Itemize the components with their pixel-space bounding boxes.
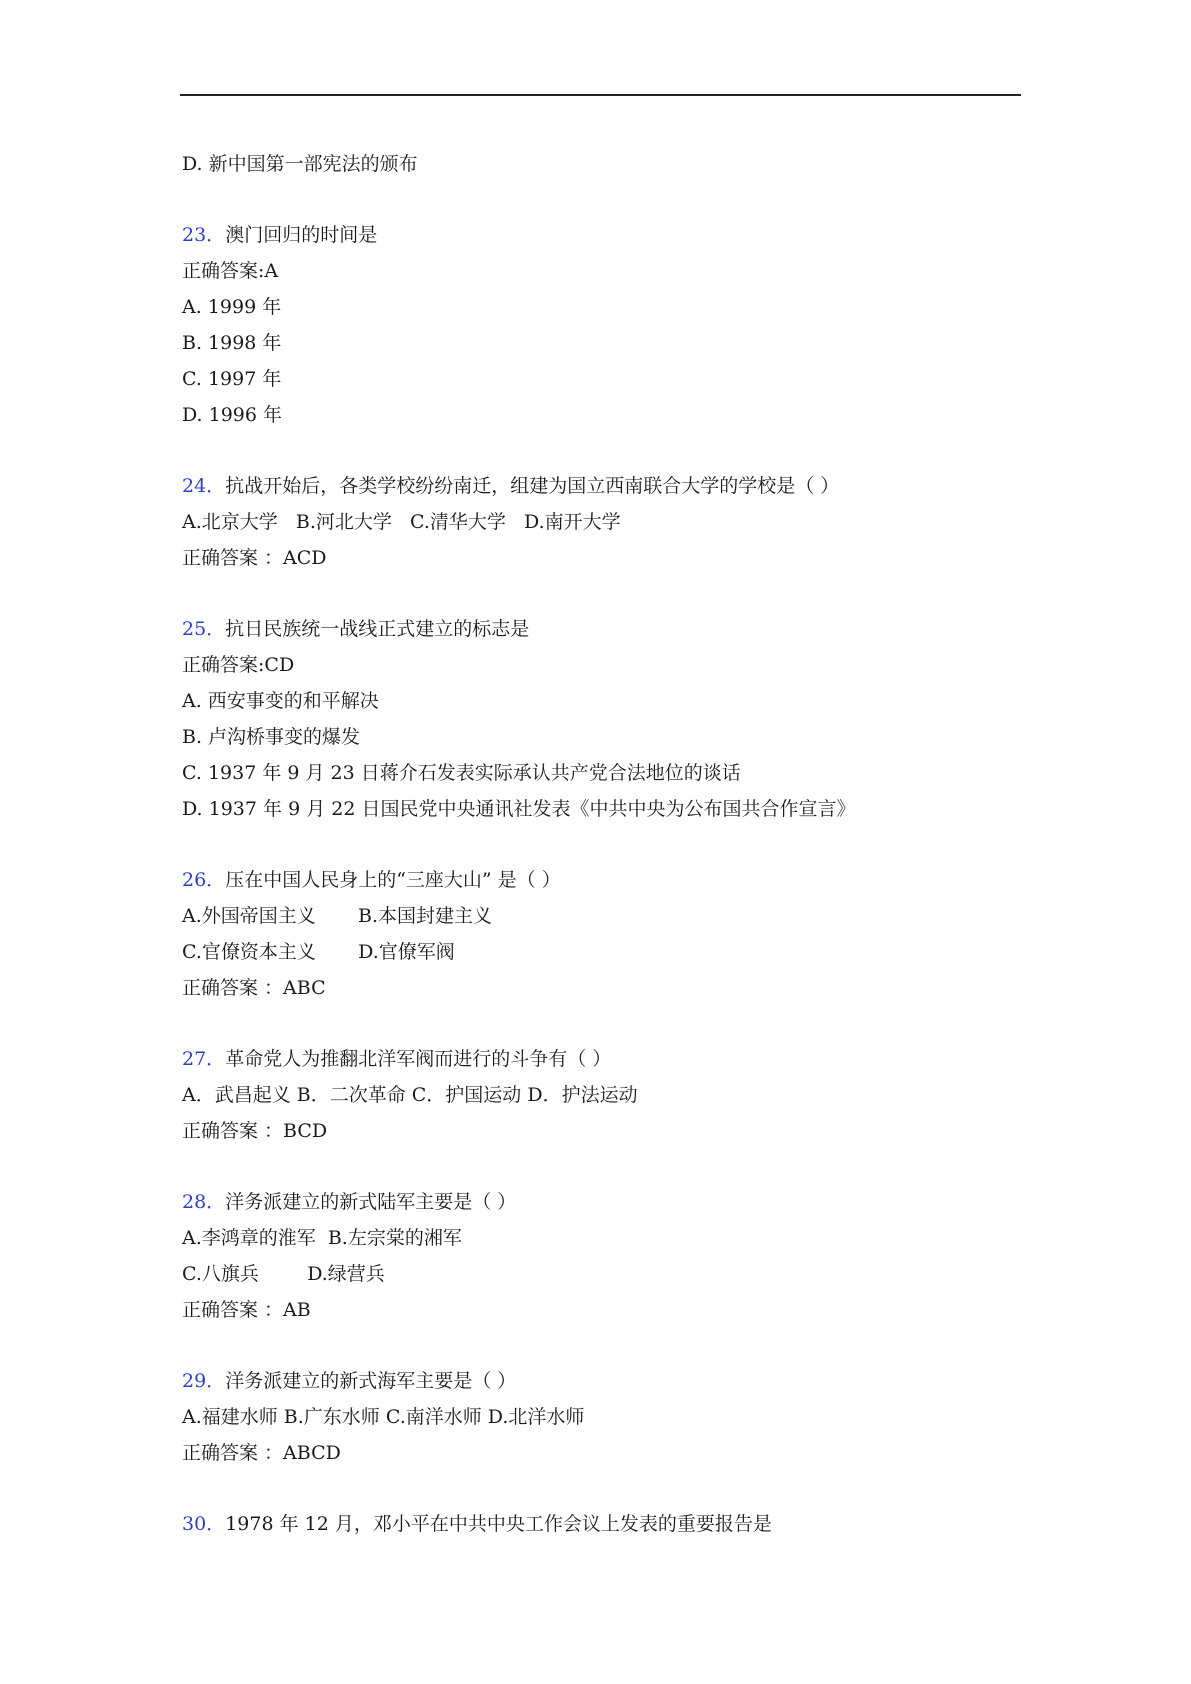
question-number: 23． bbox=[182, 224, 226, 246]
answer-line: 正确答案 ：ACD bbox=[182, 547, 327, 569]
option-line: A.李鸿章的淮军 B.左宗棠的湘军 bbox=[182, 1227, 462, 1249]
option-line: C.八旗兵 D.绿营兵 bbox=[182, 1263, 385, 1285]
question-text: 革命党人为推翻北洋军阀而进行的斗争有（ ） bbox=[225, 1048, 612, 1070]
answer-line: 正确答案 ：BCD bbox=[182, 1120, 328, 1142]
spacer bbox=[182, 1471, 1022, 1506]
header-rule bbox=[180, 94, 1021, 96]
option-line: A.外国帝国主义 B.本国封建主义 bbox=[182, 905, 493, 927]
option-line: A.福建水师 B.广东水师 C.南洋水师 D.北洋水师 bbox=[182, 1406, 585, 1428]
question-number: 30． bbox=[182, 1513, 226, 1535]
option-line: B. 1998 年 bbox=[182, 332, 282, 354]
question-number: 28． bbox=[182, 1191, 226, 1213]
spacer bbox=[182, 1149, 1022, 1184]
option-line: A．武昌起义 B．二次革命 C．护国运动 D．护法运动 bbox=[182, 1084, 638, 1106]
option-line: C. 1997 年 bbox=[182, 368, 282, 390]
option-line: C.官僚资本主义 D.官僚军阀 bbox=[182, 941, 455, 963]
spacer bbox=[182, 1328, 1022, 1363]
spacer bbox=[182, 433, 1022, 468]
option-line: A.北京大学 B.河北大学 C.清华大学 D.南开大学 bbox=[182, 511, 621, 533]
option-line: D. 1996 年 bbox=[182, 404, 283, 426]
question-text: 洋务派建立的新式海军主要是（ ） bbox=[225, 1370, 517, 1392]
spacer bbox=[182, 576, 1022, 611]
question-number: 26． bbox=[182, 869, 226, 891]
option-line: C. 1937 年 9 月 23 日蒋介石发表实际承认共产党合法地位的谈话 bbox=[182, 762, 741, 784]
question-number: 24． bbox=[182, 475, 226, 497]
question-heading bbox=[182, 611, 1022, 647]
question-text: 压在中国人民身上的“三座大山” 是（ ） bbox=[225, 869, 561, 891]
answer-line: 正确答案 ：AB bbox=[182, 1299, 311, 1321]
question-heading bbox=[182, 1041, 1022, 1077]
question-number: 29． bbox=[182, 1370, 226, 1392]
question-number: 25． bbox=[182, 618, 226, 640]
question-heading bbox=[182, 468, 1022, 504]
question-text: 抗战开始后，各类学校纷纷南迁，组建为国立西南联合大学的学校是（ ） bbox=[225, 475, 840, 497]
answer-line: 正确答案:A bbox=[182, 260, 279, 282]
option-line: D. 新中国第一部宪法的颁布 bbox=[182, 153, 418, 175]
question-heading bbox=[182, 1363, 1022, 1399]
option-line: A. 1999 年 bbox=[182, 296, 282, 318]
question-heading bbox=[182, 1506, 1022, 1542]
question-heading bbox=[182, 217, 1022, 253]
option-line: D. 1937 年 9 月 22 日国民党中央通讯社发表《中共中央为公布国共合作宣言》 bbox=[182, 798, 856, 820]
question-number: 27． bbox=[182, 1048, 226, 1070]
answer-line: 正确答案 ：ABC bbox=[182, 977, 326, 999]
document-body bbox=[182, 146, 1022, 1542]
option-line: B. 卢沟桥事变的爆发 bbox=[182, 726, 361, 748]
spacer bbox=[182, 827, 1022, 862]
answer-line: 正确答案 ：ABCD bbox=[182, 1442, 341, 1464]
question-text: 抗日民族统一战线正式建立的标志是 bbox=[225, 618, 530, 640]
question-heading bbox=[182, 862, 1022, 898]
question-text: 澳门回归的时间是 bbox=[225, 224, 378, 246]
option-line: A. 西安事变的和平解决 bbox=[182, 690, 379, 712]
spacer bbox=[182, 1006, 1022, 1041]
question-text: 1978 年 12 月，邓小平在中共中央工作会议上发表的重要报告是 bbox=[225, 1513, 772, 1535]
answer-line: 正确答案:CD bbox=[182, 654, 295, 676]
question-text: 洋务派建立的新式陆军主要是（ ） bbox=[225, 1191, 517, 1213]
question-heading bbox=[182, 1184, 1022, 1220]
spacer bbox=[182, 182, 1022, 217]
